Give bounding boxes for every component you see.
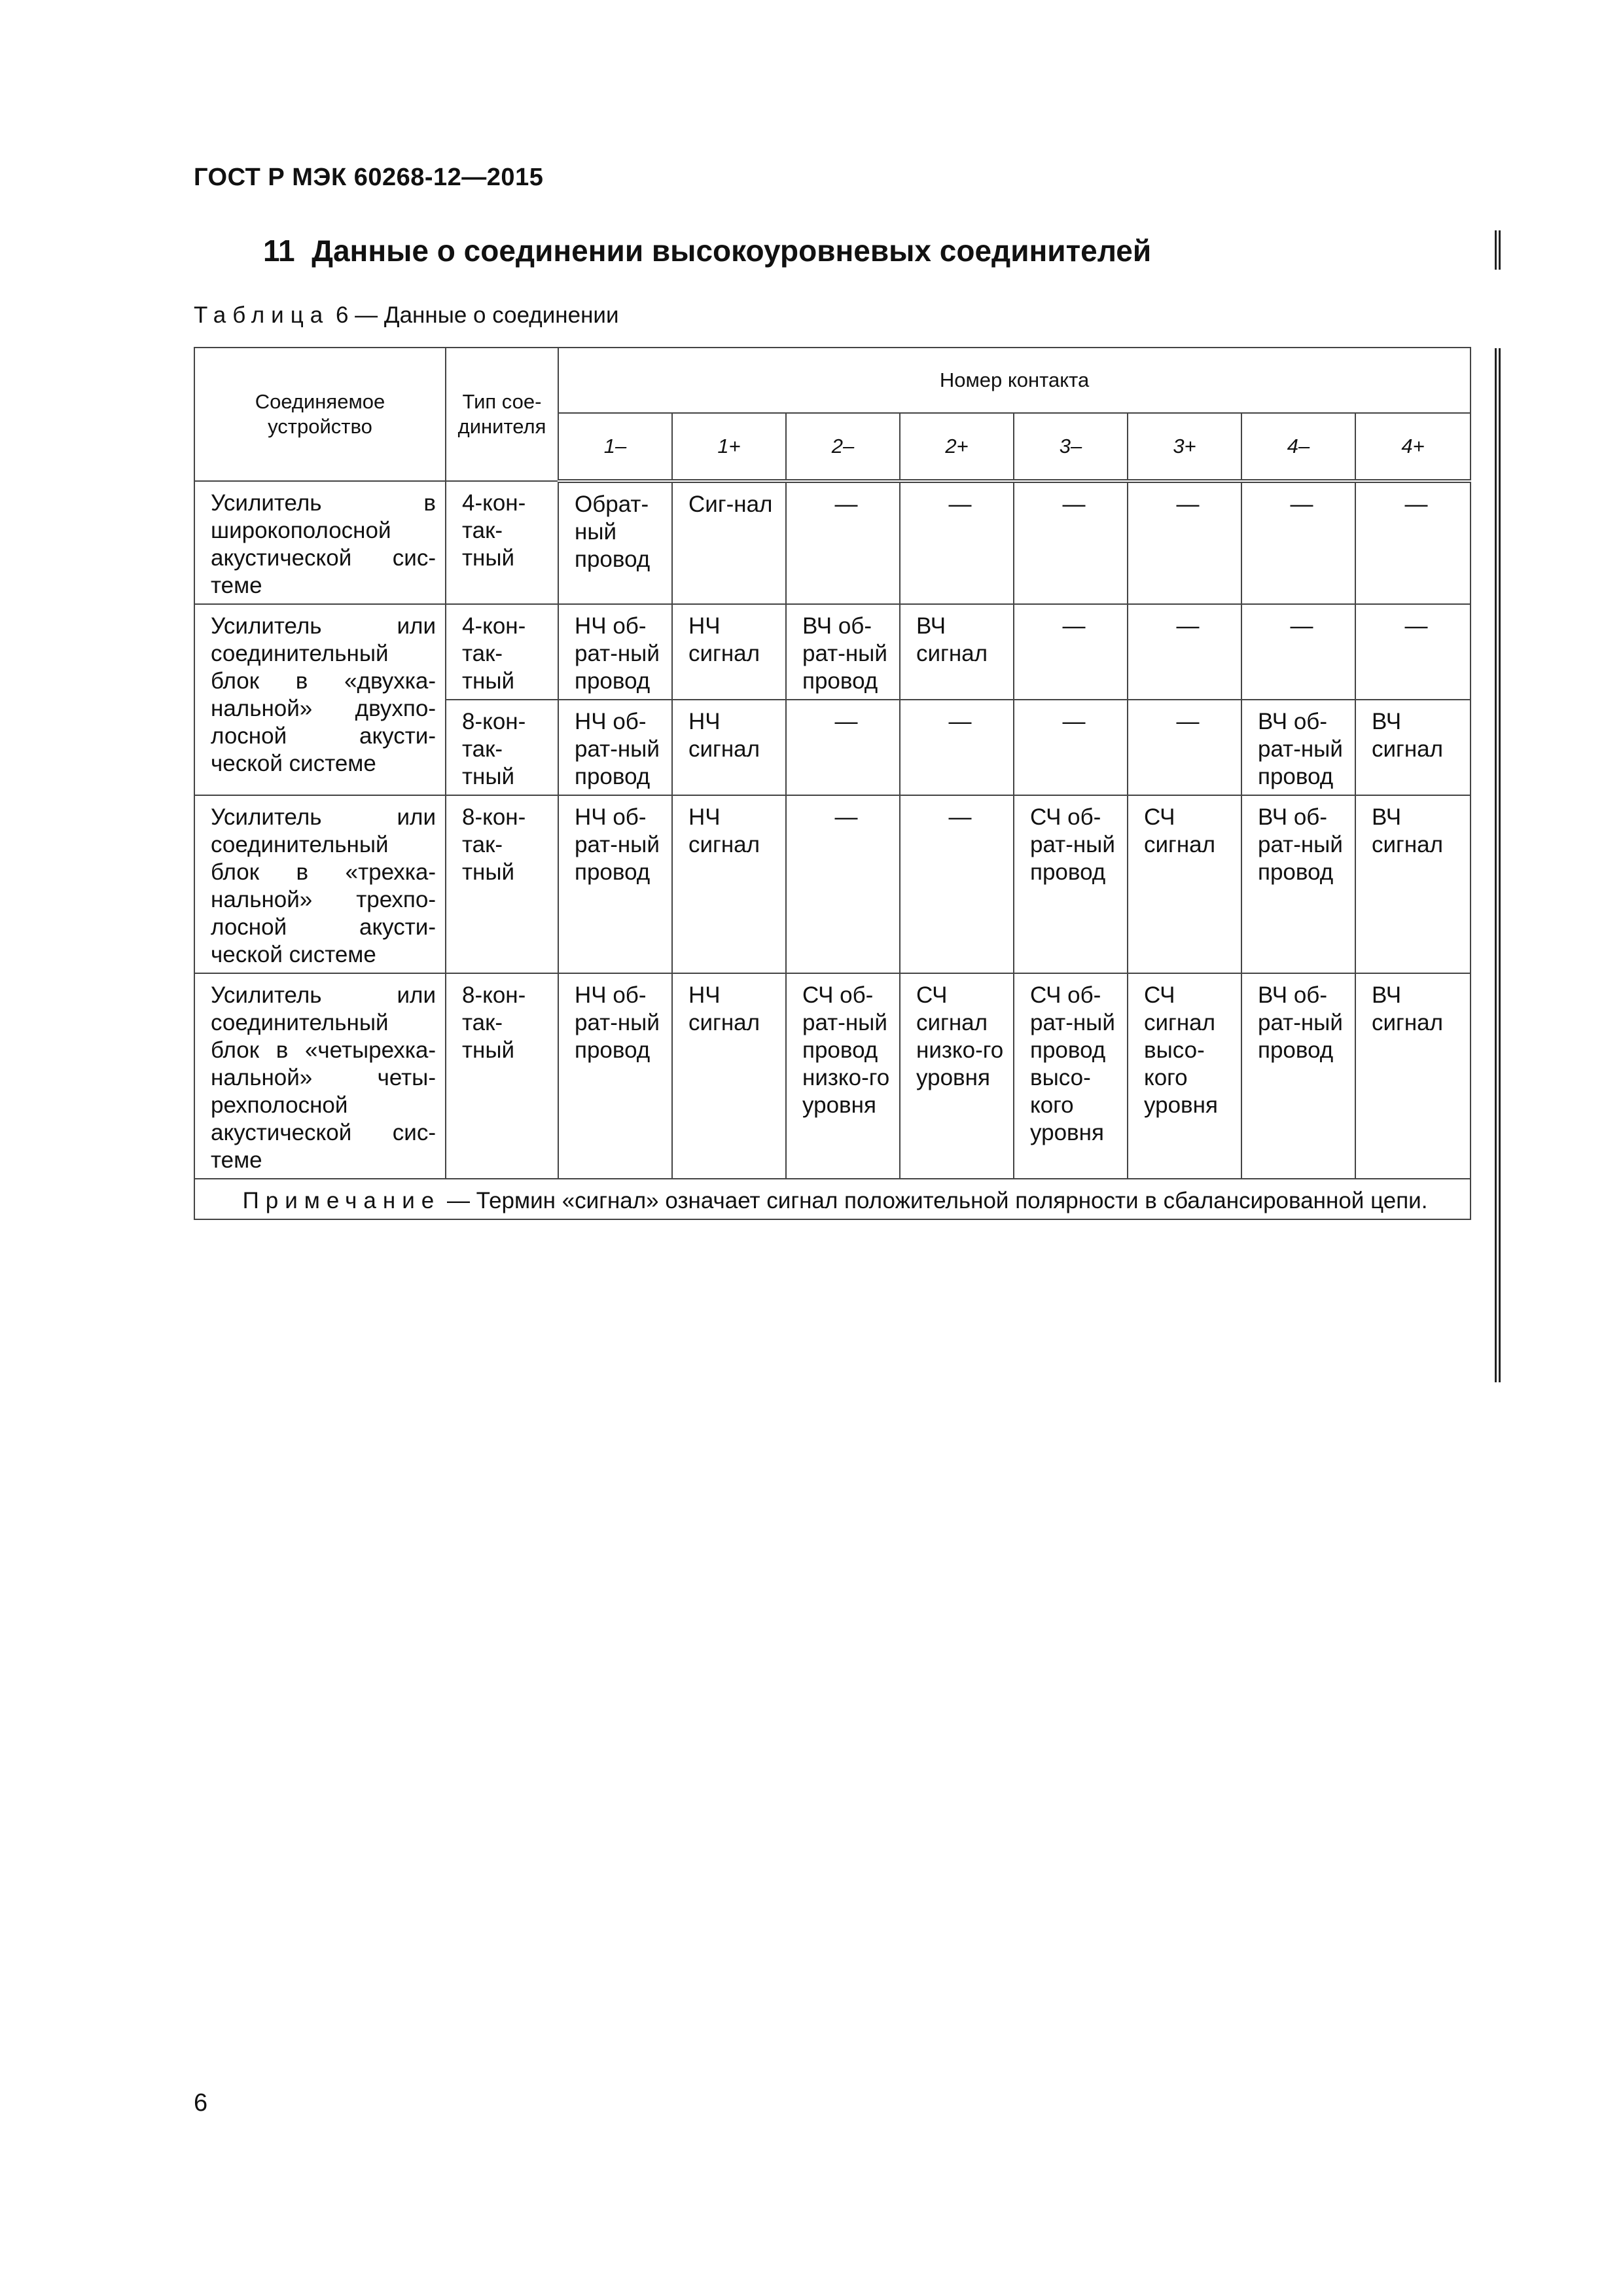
contact-cell: НЧ об-рат-ный провод [558,795,672,973]
note-label: Примечание [242,1188,441,1213]
contact-cell: — [1355,604,1471,700]
contact-cell: ВЧ об-рат-ный провод [786,604,900,700]
revision-bar [1495,348,1497,1382]
contact-cell: СЧ об-рат-ный провод высо-кого уровня [1014,973,1128,1179]
contact-cell: НЧ сигнал [672,604,786,700]
contact-cell: Обрат-ный провод [558,481,672,604]
section-number: 11 [263,234,295,268]
contact-cell: — [1128,604,1241,700]
table-caption-text: 6 — Данные о соединении [335,302,619,328]
table-row [194,481,1471,604]
contact-cell: СЧ об-рат-ный провод [1014,795,1128,973]
contact-cell: — [1128,700,1241,795]
header-contact: 4– [1241,413,1355,481]
contact-cell: НЧ об-рат-ный провод [558,604,672,700]
header-contact: 2+ [900,413,1014,481]
connection-table [194,347,1471,1220]
connector-type-cell: 8-кон-так-тный [446,795,558,973]
table-caption [194,302,619,329]
connector-type-cell: 4-кон-так-тный [446,604,558,700]
revision-bar [1499,348,1501,1382]
section-title [263,233,1151,268]
table-row [194,604,1471,700]
table-row [194,973,1471,1179]
contact-cell: — [900,481,1014,604]
contact-cell: НЧ сигнал [672,795,786,973]
contact-cell: — [786,795,900,973]
contact-cell: ВЧ об-рат-ный провод [1241,973,1355,1179]
table-note-row [194,1179,1471,1219]
table-caption-label: Таблица [194,302,330,328]
contact-cell: — [900,700,1014,795]
connector-type-cell: 8-кон-так-тный [446,700,558,795]
device-cell: Усилитель в широкополосной акустической сис-теме [194,481,446,604]
header-contact-number: Номер контакта [558,348,1471,413]
contact-cell: — [1128,481,1241,604]
table-row [194,795,1471,973]
contact-cell: — [1355,481,1471,604]
contact-cell: НЧ об-рат-ный провод [558,973,672,1179]
contact-cell: СЧ об-рат-ный провод низко-го уровня [786,973,900,1179]
contact-cell: — [1014,481,1128,604]
device-cell: Усилитель или соединительный блок в «двухка-нальной» двухпо-лосной акусти-ческой системе [194,604,446,795]
contact-cell: ВЧ сигнал [1355,973,1471,1179]
header-device: Соединяемое устройство [194,348,446,481]
contact-cell: ВЧ об-рат-ный провод [1241,700,1355,795]
standard-header: ГОСТ Р МЭК 60268-12—2015 [194,164,544,191]
contact-cell: — [1241,604,1355,700]
contact-cell: Сиг-нал [672,481,786,604]
header-contact: 4+ [1355,413,1471,481]
contact-cell: СЧ сигнал высо-кого уровня [1128,973,1241,1179]
device-cell: Усилитель или соединительный блок в «трехка-нальной» трехпо-лосной акусти-ческой системе [194,795,446,973]
contact-cell: НЧ сигнал [672,700,786,795]
contact-cell: ВЧ сигнал [900,604,1014,700]
header-contact: 3– [1014,413,1128,481]
contact-cell: — [786,481,900,604]
table-header-row [194,348,1471,413]
header-contact: 1– [558,413,672,481]
contact-cell: ВЧ об-рат-ный провод [1241,795,1355,973]
contact-cell: ВЧ сигнал [1355,795,1471,973]
note-text: — Термин «сигнал» означает сигнал положительной полярности в сбалансированной цепи. [446,1188,1428,1213]
contact-cell: СЧ сигнал низко-го уровня [900,973,1014,1179]
contact-cell: — [1014,700,1128,795]
header-contact: 2– [786,413,900,481]
contact-cell: — [1014,604,1128,700]
connector-type-cell: 4-кон-так-тный [446,481,558,604]
page-number: 6 [194,2089,208,2117]
table-note [194,1179,1471,1219]
connector-type-cell: 8-кон-так-тный [446,973,558,1179]
revision-bar [1499,230,1501,270]
header-contact: 3+ [1128,413,1241,481]
contact-cell: — [1241,481,1355,604]
header-connector-type: Тип сое-динителя [446,348,558,481]
contact-cell: — [786,700,900,795]
contact-cell: СЧ сигнал [1128,795,1241,973]
section-title-text: Данные о соединении высокоуровневых соединителей [312,234,1152,268]
contact-cell: ВЧ сигнал [1355,700,1471,795]
contact-cell: — [900,795,1014,973]
contact-cell: НЧ сигнал [672,973,786,1179]
contact-cell: НЧ об-рат-ный провод [558,700,672,795]
revision-bar [1495,230,1497,270]
header-contact: 1+ [672,413,786,481]
device-cell: Усилитель или соединительный блок в «четырехка-нальной» четы-рехполосной акустической сис-теме [194,973,446,1179]
table-body [194,481,1471,1179]
